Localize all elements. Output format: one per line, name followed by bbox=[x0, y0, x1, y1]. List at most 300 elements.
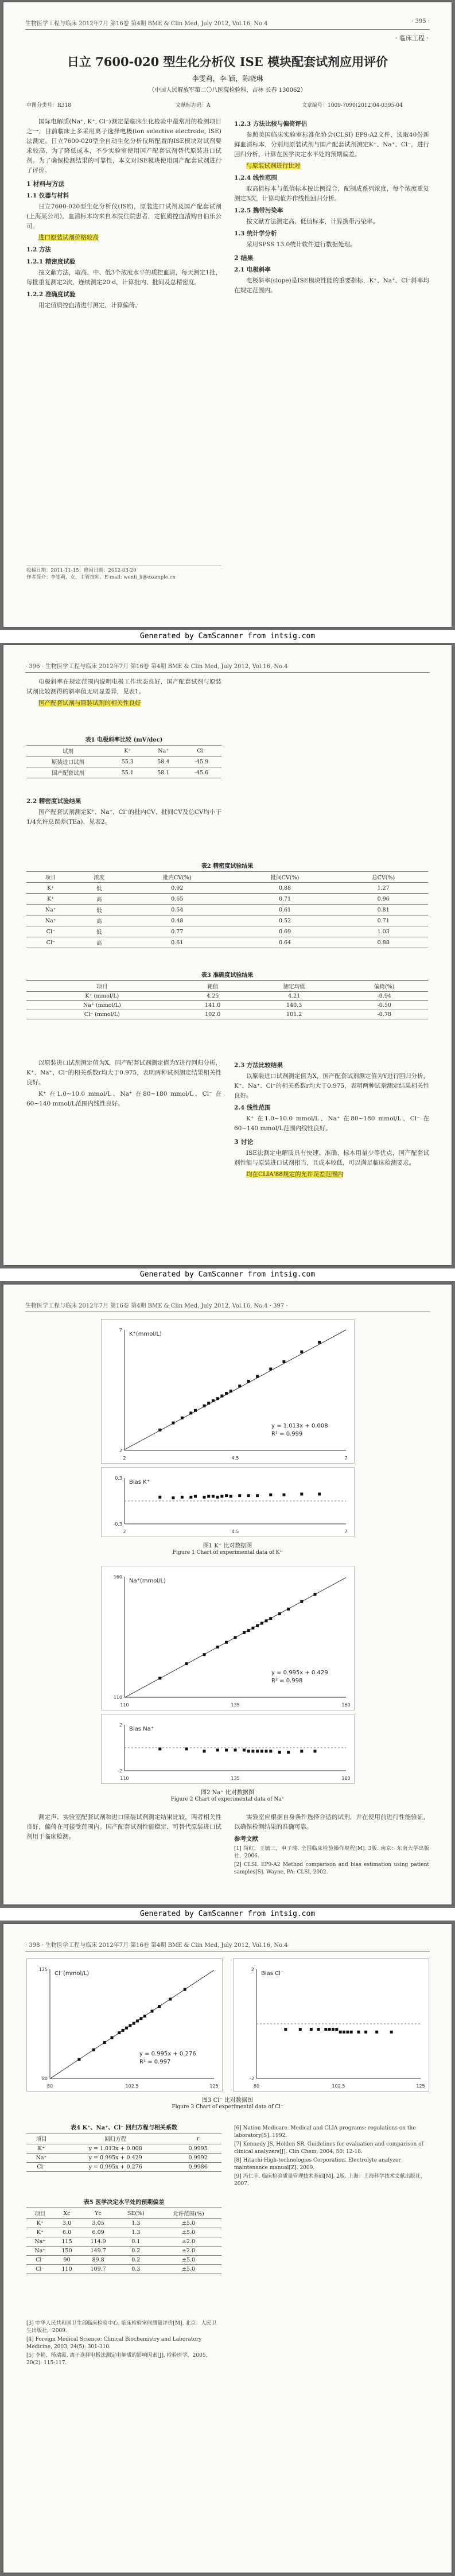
data-point bbox=[317, 2028, 320, 2031]
table-cell: K⁺ bbox=[26, 883, 75, 894]
table-cell: 1.03 bbox=[339, 926, 428, 937]
page-1 bbox=[3, 2, 452, 627]
table-cell: 0.2 bbox=[116, 2247, 155, 2256]
figure-2-caption: 图2 Na⁺ 比对数据图 bbox=[201, 1790, 254, 1796]
table-cell: -0.50 bbox=[341, 1001, 428, 1010]
data-point bbox=[129, 2024, 131, 2027]
x-tick-label: 80 bbox=[46, 2084, 53, 2089]
table-cell: 1.27 bbox=[339, 883, 428, 894]
x-tick-label: 7 bbox=[344, 1456, 348, 1461]
data-point bbox=[375, 2031, 378, 2034]
data-point bbox=[256, 1624, 259, 1627]
table-cell: ±2.0 bbox=[155, 2237, 221, 2247]
table-cell: y = 1.013x + 0.008 bbox=[56, 2144, 174, 2154]
data-point bbox=[282, 1493, 285, 1496]
highlight-line bbox=[26, 233, 221, 243]
column-header: 项目 bbox=[26, 2133, 56, 2144]
column-header: Na⁺ bbox=[146, 746, 182, 756]
column-header: 试剂 bbox=[26, 746, 110, 756]
table-cell: Na⁺ bbox=[26, 2154, 56, 2163]
data-point bbox=[251, 1750, 254, 1753]
column-header: r bbox=[174, 2133, 221, 2144]
column-header: 测定均值 bbox=[248, 981, 341, 992]
linearity-result-paragraph: K⁺ 在1.0~10.0 mmol/L、Na⁺ 在80~180 mmol/L、Cl⁻ 在60~140 mmol/L范围内线性良好。 bbox=[26, 1091, 221, 1107]
data-point bbox=[332, 2028, 335, 2031]
table-caption: 表5 医学决定水平处的预期偏差 bbox=[83, 2199, 165, 2206]
reference-item: [1] 尚红，王毓三，申子瑜. 全国临床检验操作规程[M]. 3版. 南京：东南大学出版社，2006. bbox=[234, 1846, 429, 1859]
subsection-heading: 1.2 方法 bbox=[26, 246, 51, 253]
table-row bbox=[26, 905, 428, 915]
chart-title: Bias Cl⁻ bbox=[261, 1970, 284, 1977]
table-cell: Na⁺ bbox=[26, 905, 75, 915]
page-1-right-column bbox=[234, 117, 429, 297]
regression-equation: y = 1.013x + 0.008 bbox=[271, 1423, 328, 1429]
scanner-watermark: Generated by CamScanner from intsig.com bbox=[0, 1268, 455, 1281]
data-point bbox=[185, 1748, 188, 1751]
x-tick-label: 2 bbox=[123, 1456, 126, 1461]
subsection-heading: 2.1 电极斜率 bbox=[234, 266, 271, 273]
table-row bbox=[26, 992, 428, 1001]
data-point bbox=[77, 2058, 80, 2061]
discussion-paragraph: 测定声、实验室配套试剂和进口原装试剂测定结果比较，两者相关性良好，偏倚在可接受范围内。国产配套试剂性能稳定，可替代原装进口试剂用于临床检测。 bbox=[26, 1814, 221, 1840]
data-point bbox=[230, 1390, 232, 1392]
x-tick-label: 110 bbox=[120, 1776, 129, 1781]
table-row bbox=[26, 937, 428, 948]
table-row bbox=[26, 2247, 221, 2256]
k-scatter-chart bbox=[101, 1319, 355, 1464]
carryover-paragraph: 按文献方法测定高、低值标本，计算携带污染率。 bbox=[246, 218, 379, 225]
column-header: 项目 bbox=[26, 872, 75, 883]
regression-equation: y = 0.995x + 0.429 bbox=[271, 1670, 328, 1676]
chart-title: Cl⁻(mmol/L) bbox=[55, 1970, 90, 1977]
clc-number: 中图分类号：R318 bbox=[26, 103, 71, 108]
table-cell: 3.05 bbox=[80, 2219, 116, 2228]
regression-line bbox=[50, 1970, 214, 2078]
chart-title: Na⁺(mmol/L) bbox=[129, 1578, 166, 1584]
page-3-running-head bbox=[25, 1301, 430, 1312]
y-tick-label: -0.3 bbox=[113, 1522, 122, 1527]
references-heading: 参考文献 bbox=[234, 1836, 258, 1842]
data-point bbox=[310, 2028, 313, 2031]
table-cell: 149.7 bbox=[80, 2247, 116, 2256]
data-point bbox=[158, 1429, 161, 1431]
table-cell: 0.69 bbox=[231, 926, 339, 937]
table-cell: 0.1 bbox=[116, 2237, 155, 2247]
data-point bbox=[287, 1608, 290, 1611]
table-cell: ±5.0 bbox=[155, 2219, 221, 2228]
y-tick-label: 0.3 bbox=[115, 1476, 122, 1481]
regression-equation: y = 0.995x + 0.276 bbox=[139, 2051, 196, 2057]
table-cell: K⁺ bbox=[26, 894, 75, 905]
data-point bbox=[278, 1612, 281, 1615]
scanner-watermark: Generated by CamScanner from intsig.com bbox=[0, 1908, 455, 1921]
data-point bbox=[247, 1629, 250, 1632]
table-row bbox=[26, 894, 428, 905]
materials-paragraph: 日立7600-020型生化分析仪(ISE)，原装进口试剂及国产配套试剂(上海某公司)，血清标本均来自本院住院患者，定值质控血清购自伯乐公司。 bbox=[26, 203, 221, 230]
x-tick-label: 160 bbox=[341, 1702, 351, 1708]
section-heading: 2 结果 bbox=[234, 254, 254, 262]
data-point bbox=[212, 1399, 215, 1402]
data-point bbox=[265, 1619, 268, 1622]
x-tick-label: 135 bbox=[231, 1702, 240, 1708]
data-table bbox=[26, 745, 221, 778]
table-cell: 0.54 bbox=[123, 905, 231, 915]
data-point bbox=[216, 1496, 219, 1499]
table-row bbox=[26, 767, 221, 778]
data-point bbox=[299, 2028, 302, 2031]
table-cell: K⁺ (mmol/L) bbox=[26, 992, 178, 1001]
data-point bbox=[269, 1368, 272, 1371]
journal-head: 生物医学工程与临床 2012年7月 第16卷 第4期 BME & Clin Med, July 2012, Vol.16, No.4 bbox=[25, 21, 268, 27]
data-point bbox=[234, 1749, 237, 1752]
table-row bbox=[26, 2256, 221, 2265]
reference-item: [6] Nation Medicare. Medical and CLIA programs: regulations on the laboratory[S]. 1992. bbox=[234, 2125, 416, 2139]
data-point bbox=[92, 2049, 95, 2051]
table-cell: 0.61 bbox=[123, 937, 231, 948]
x-tick-label: 125 bbox=[416, 2084, 425, 2089]
section-heading: 1 材料与方法 bbox=[26, 180, 65, 188]
y-tick-label: -2 bbox=[250, 2076, 254, 2081]
data-point bbox=[158, 2005, 161, 2008]
data-point bbox=[234, 1636, 237, 1639]
data-point bbox=[284, 2028, 287, 2031]
method-comparison-paragraph: 参照美国临床实验室标准化协会(CLSI) EP9-A2文件，选取40份新鲜血清标本，分别用原装试剂与国产配套试剂测定K⁺、Na⁺、Cl⁻，进行回归分析，计算在医学决定水平处的预期偏差。 bbox=[234, 131, 429, 158]
table-row bbox=[26, 2228, 221, 2237]
data-point bbox=[260, 1622, 263, 1625]
data-point bbox=[256, 1750, 259, 1753]
data-point bbox=[243, 1631, 246, 1634]
table-cell: K⁺ bbox=[26, 2228, 54, 2237]
reference-item: [2] CLSI. EP9-A2 Method comparison and bias estimation using patient samples[S]. Wayne, PA: CLSI, 2002. bbox=[234, 1862, 429, 1875]
r-squared-label: R² = 0.999 bbox=[271, 1431, 303, 1437]
highlight-line bbox=[234, 161, 429, 171]
table-cell: -45.9 bbox=[181, 756, 221, 767]
data-point bbox=[225, 1494, 228, 1497]
linearity-paragraph: 取高值标本与低值标本按比例混合，配制成系列浓度，每个浓度重复测定3次，计算均值并作线性回归分析。 bbox=[234, 185, 429, 202]
page-2-left-bottom bbox=[26, 1058, 221, 1111]
accuracy-paragraph: 用定值质控血清进行测定，计算偏倚。 bbox=[38, 302, 141, 309]
table-cell: Cl⁻ bbox=[26, 926, 75, 937]
column-header: K⁺ bbox=[110, 746, 146, 756]
table-cell: 89.8 bbox=[80, 2256, 116, 2265]
discussion-paragraph: 实验室应根据自身条件选择合适的试剂，并在使用前进行性能验证，以确保检测结果的准确可靠。 bbox=[234, 1814, 429, 1830]
figure-1-subcaption: Figure 1 Chart of experimental data of K⁺ bbox=[172, 1550, 283, 1555]
data-point bbox=[203, 1750, 205, 1753]
table-cell: 0.9995 bbox=[174, 2144, 221, 2154]
data-point bbox=[185, 1662, 188, 1665]
data-point bbox=[111, 2036, 114, 2039]
page-2-left-column bbox=[26, 677, 221, 710]
data-point bbox=[139, 2017, 142, 2020]
data-point bbox=[230, 1495, 232, 1498]
table-cell: 0.92 bbox=[123, 883, 231, 894]
x-tick-label: 160 bbox=[341, 1776, 351, 1781]
section-label: · 临床工程 · bbox=[395, 34, 429, 42]
data-point bbox=[238, 1384, 241, 1387]
slope-paragraph: 电极斜率(slope)是ISE模块性能的重要指标，K⁺、Na⁺、Cl⁻斜率均在规定范围内。 bbox=[234, 277, 429, 294]
data-point bbox=[194, 1409, 197, 1412]
column-header: 项目 bbox=[26, 981, 178, 992]
x-tick-label: 102.5 bbox=[332, 2084, 345, 2089]
table-cell: 0.88 bbox=[339, 937, 428, 948]
x-tick-label: 102.5 bbox=[125, 2084, 139, 2089]
column-header: 允许范围(%) bbox=[155, 2208, 221, 2219]
data-point bbox=[251, 1627, 254, 1630]
table-cell: 110 bbox=[54, 2265, 80, 2274]
table-cell: Na⁺ bbox=[26, 2237, 54, 2247]
data-point bbox=[238, 1494, 241, 1497]
reference-item: [9] 冯仁丰. 临床检验质量管理技术基础[M]. 2版. 上海：上海科学技术文献出版社，2007. bbox=[234, 2174, 426, 2187]
column-header: SE(%) bbox=[116, 2208, 155, 2219]
comparison-result-paragraph: 以原装进口试剂测定值为X，国产配套试剂测定值为Y进行回归分析，K⁺、Na⁺、Cl⁻的相关系数r均大于0.975，表明两种试剂测定结果相关性良好。 bbox=[234, 1073, 429, 1099]
table-row bbox=[26, 915, 428, 926]
data-point bbox=[343, 2031, 345, 2034]
data-point bbox=[122, 2029, 125, 2032]
y-tick-label: 2 bbox=[119, 1448, 122, 1453]
data-point bbox=[256, 1375, 259, 1378]
data-point bbox=[158, 1677, 161, 1679]
data-point bbox=[287, 1751, 290, 1754]
document-code: 文献标志码：A bbox=[176, 103, 211, 108]
column-header: 靶值 bbox=[178, 981, 248, 992]
data-point bbox=[225, 1749, 228, 1752]
data-point bbox=[269, 1493, 272, 1496]
table-row bbox=[26, 756, 221, 767]
table-cell: 1.3 bbox=[116, 2219, 155, 2228]
data-point bbox=[216, 1749, 219, 1752]
column-header: 项目 bbox=[26, 2208, 54, 2219]
data-point bbox=[247, 1494, 250, 1497]
data-point bbox=[225, 1392, 228, 1395]
reference-list bbox=[234, 1845, 429, 1876]
data-point bbox=[118, 2031, 120, 2034]
data-point bbox=[357, 2031, 360, 2034]
na-bias-chart bbox=[101, 1714, 355, 1784]
comparison-result-paragraph: 以原装进口试剂测定值为X，国产配套试剂测定值为Y进行回归分析，K⁺、Na⁺、Cl⁻的相关系数r均大于0.975，表明两种试剂测定结果相关性良好。 bbox=[26, 1060, 221, 1086]
table-row bbox=[26, 2163, 221, 2172]
data-point bbox=[172, 1422, 174, 1425]
table-cell: 6.0 bbox=[54, 2228, 80, 2237]
data-point bbox=[158, 1748, 161, 1751]
table-row bbox=[26, 883, 428, 894]
data-point bbox=[181, 1496, 184, 1499]
subsection-heading: 1.1 仪器与材料 bbox=[26, 192, 69, 199]
page-number: · 395 · bbox=[411, 18, 430, 25]
table-row bbox=[26, 2265, 221, 2274]
table-cell: 4.21 bbox=[248, 992, 341, 1001]
data-point bbox=[265, 1750, 268, 1753]
highlighted-text: 进口原装试剂价格较高 bbox=[38, 234, 99, 241]
column-header: 总CV(%) bbox=[339, 872, 428, 883]
na-scatter-chart bbox=[101, 1566, 355, 1710]
data-point bbox=[125, 2027, 128, 2030]
table-caption: 表4 K⁺、Na⁺、Cl⁻ 回归方程与相关系数 bbox=[71, 2125, 177, 2131]
authors: 李雯莉，李 颖，陈晓琳 bbox=[192, 75, 263, 83]
y-tick-label: 7 bbox=[119, 1328, 122, 1333]
table-cell: 0.64 bbox=[231, 937, 339, 948]
data-point bbox=[220, 1495, 223, 1498]
subsection-heading: 1.2.3 方法比较与偏倚评估 bbox=[234, 121, 308, 127]
column-header: Cl⁻ bbox=[181, 746, 221, 756]
table-row bbox=[26, 926, 428, 937]
subsection-heading: 1.2.1 精密度试验 bbox=[26, 258, 76, 265]
table-cell: 55.3 bbox=[110, 756, 146, 767]
data-point bbox=[136, 2019, 139, 2022]
y-tick-label: 125 bbox=[38, 1967, 48, 1972]
data-point bbox=[300, 1351, 303, 1353]
data-point bbox=[390, 2031, 393, 2034]
discussion-paragraph: ISE法测定电解质具有快速、准确、标本用量少等优点，国产配套试剂性能与原装进口试剂相当，且成本较低，可以满足临床检测要求。 bbox=[234, 1150, 429, 1166]
x-tick-label: 80 bbox=[253, 2084, 260, 2089]
page-3 bbox=[3, 1285, 452, 1904]
table-cell: K⁺ bbox=[26, 2219, 54, 2228]
data-point bbox=[189, 1496, 192, 1499]
table-cell: 低 bbox=[75, 883, 123, 894]
table-row bbox=[26, 2237, 221, 2247]
cl-bias-chart bbox=[233, 1958, 429, 2092]
highlight-line bbox=[26, 699, 221, 708]
data-point bbox=[313, 1750, 316, 1753]
table-4 bbox=[26, 2119, 221, 2172]
scanner-watermark: Generated by CamScanner from intsig.com bbox=[0, 630, 455, 643]
cl-scatter-chart bbox=[26, 1958, 223, 2092]
column-header: 浓度 bbox=[75, 872, 123, 883]
page-4-running-head bbox=[25, 1940, 430, 1952]
table-cell: 90 bbox=[54, 2256, 80, 2265]
table-cell: Cl⁻ bbox=[26, 2265, 54, 2274]
data-point bbox=[207, 1495, 210, 1498]
table-cell: -45.6 bbox=[181, 767, 221, 778]
table-cell: 109.7 bbox=[80, 2265, 116, 2274]
linearity-result-paragraph: K⁺ 在1.0~10.0 mmol/L、Na⁺ 在80~180 mmol/L、Cl⁻ 在60~140 mmol/L范围内线性良好。 bbox=[234, 1115, 429, 1132]
x-tick-label: 4.5 bbox=[231, 1456, 239, 1461]
table-cell: 1.3 bbox=[116, 2228, 155, 2237]
article-number: 文章编号：1009-7090(2012)04-0395-04 bbox=[302, 103, 403, 108]
data-point bbox=[150, 2010, 153, 2013]
x-tick-label: 4.5 bbox=[231, 1529, 239, 1534]
data-table bbox=[26, 980, 428, 1019]
table-cell: 低 bbox=[75, 926, 123, 937]
table-cell: Cl⁻ bbox=[26, 937, 75, 948]
table-cell: ±5.0 bbox=[155, 2256, 221, 2265]
table-cell: 3.0 bbox=[54, 2219, 80, 2228]
table-cell: ±5.0 bbox=[155, 2265, 221, 2274]
subsection-heading: 1.3 统计学分析 bbox=[234, 230, 277, 237]
y-tick-label: 80 bbox=[41, 2076, 48, 2081]
table-cell: 115 bbox=[54, 2237, 80, 2247]
figure-2-subcaption: Figure 2 Chart of experimental data of Na⁺ bbox=[170, 1797, 285, 1802]
table-3 bbox=[26, 967, 428, 1019]
highlighted-text: 与原装试剂进行比对 bbox=[246, 162, 301, 169]
subsection-heading: 2.2 精密度试验结果 bbox=[26, 798, 81, 805]
data-point bbox=[103, 2041, 106, 2044]
data-point bbox=[216, 1397, 219, 1400]
data-table bbox=[26, 2208, 221, 2274]
figure-3-subcaption: Figure 3 Chart of experimental data of Cl⁻ bbox=[172, 2104, 283, 2110]
intro-paragraph: 国际电解质(Na⁺, K⁺, Cl⁻)测定是临床生化检验中最常用的检测项目之一，目前临床上多采用离子选择电极(ion selective electrode, ISE)法测定。日立7600-020型全自动生化分析仪所配置的ISE模块对试剂要求较高，为了降低成本，不少实验室使用国产配套试剂替代原装进口试剂。为了确保检测结果的可靠性，本文对ISE模块使用国产配套试剂进行了评价。 bbox=[26, 118, 221, 174]
x-tick-label: 135 bbox=[231, 1776, 240, 1781]
table-cell: 58.1 bbox=[146, 767, 182, 778]
data-point bbox=[269, 1617, 272, 1620]
column-header: Xc bbox=[54, 2208, 80, 2219]
table-row bbox=[26, 1010, 428, 1019]
data-point bbox=[172, 1496, 174, 1499]
table-cell: 0.61 bbox=[231, 905, 339, 915]
data-point bbox=[247, 1380, 250, 1383]
table-cell: 101.2 bbox=[248, 1010, 341, 1019]
table-cell: 102.0 bbox=[178, 1010, 248, 1019]
k-bias-chart bbox=[101, 1467, 355, 1537]
page-2-running-head bbox=[25, 661, 430, 673]
journal-head: 生物医学工程与临床 2012年7月 第16卷 第4期 BME & Clin Med, July 2012, Vol.16, No.4 · 397 · bbox=[25, 1303, 288, 1309]
table-cell: 0.77 bbox=[123, 926, 231, 937]
journal-head: · 398 · 生物医学工程与临床 2012年7月 第16卷 第4期 BME & Clin Med, July 2012, Vol.16, No.4 bbox=[25, 1942, 288, 1949]
y-tick-label: -2 bbox=[118, 1768, 122, 1774]
regression-line bbox=[125, 1330, 346, 1450]
table-cell: 4.25 bbox=[178, 992, 248, 1001]
data-point bbox=[300, 1493, 303, 1496]
table-cell: Na⁺ (mmol/L) bbox=[26, 1001, 178, 1010]
data-point bbox=[169, 1997, 172, 2000]
data-point bbox=[328, 2028, 331, 2031]
data-point bbox=[300, 1750, 303, 1753]
chart-title: Bias Na⁺ bbox=[129, 1726, 154, 1732]
column-header: Yc bbox=[80, 2208, 116, 2219]
footnote: 收稿日期：2011-11-15；修回日期：2012-03-20 作者简介：李雯莉，女，主管技师。E-mail: wenli_li@example.cn bbox=[26, 565, 221, 581]
data-point bbox=[158, 1496, 161, 1499]
y-tick-label: 110 bbox=[113, 1695, 122, 1700]
table-cell: 高 bbox=[75, 915, 123, 926]
table-row bbox=[26, 2219, 221, 2228]
table-cell: Cl⁻ bbox=[26, 2256, 54, 2265]
table-cell: 6.09 bbox=[80, 2228, 116, 2237]
table-cell: 高 bbox=[75, 894, 123, 905]
highlighted-text: 国产配套试剂与原装试剂的相关性良好 bbox=[38, 700, 141, 707]
figure-3-caption: 图3 Cl⁻ 比对数据图 bbox=[202, 2097, 253, 2104]
table-cell: 国产配套试剂 bbox=[26, 767, 110, 778]
table-cell: y = 0.995x + 0.276 bbox=[56, 2163, 174, 2172]
table-cell: 0.96 bbox=[339, 894, 428, 905]
table-cell: y = 0.995x + 0.429 bbox=[56, 2154, 174, 2163]
slope-result-paragraph: 电极斜率在规定范围内说明电极工作状态良好，国产配套试剂与原装试剂比较测得的斜率值无明显差异，见表1。 bbox=[26, 678, 221, 695]
data-table bbox=[26, 2133, 221, 2172]
table-cell: Cl⁻ (mmol/L) bbox=[26, 1010, 178, 1019]
chart-title: K⁺(mmol/L) bbox=[129, 1331, 162, 1337]
data-table bbox=[26, 871, 428, 948]
page-4 bbox=[3, 1924, 452, 2573]
table-cell: 低 bbox=[75, 905, 123, 915]
column-header: 批内CV(%) bbox=[123, 872, 231, 883]
data-point bbox=[282, 1360, 285, 1363]
table-2 bbox=[26, 858, 428, 948]
statistics-paragraph: 采用SPSS 13.0统计软件进行数据处理。 bbox=[246, 241, 356, 248]
table-cell: 0.9992 bbox=[174, 2154, 221, 2163]
data-point bbox=[243, 1749, 246, 1752]
table-cell: 0.71 bbox=[339, 915, 428, 926]
data-point bbox=[318, 1493, 321, 1496]
data-point bbox=[278, 1751, 281, 1754]
reference-list-right bbox=[234, 2125, 429, 2189]
table-cell: 0.71 bbox=[231, 894, 339, 905]
table-cell: 58.4 bbox=[146, 756, 182, 767]
page-1-running-head bbox=[25, 18, 430, 30]
data-point bbox=[181, 1417, 184, 1419]
table-cell: ±5.0 bbox=[155, 2228, 221, 2237]
table-cell: 0.48 bbox=[123, 915, 231, 926]
reference-item: [5] 李艳，杨瑞霞. 离子选择电极法测定电解质的影响因素[J]. 检验医学，2005, 20(2): 115-117. bbox=[26, 2353, 208, 2366]
x-tick-label: 7 bbox=[344, 1529, 348, 1534]
column-header: 回归方程 bbox=[56, 2133, 174, 2144]
